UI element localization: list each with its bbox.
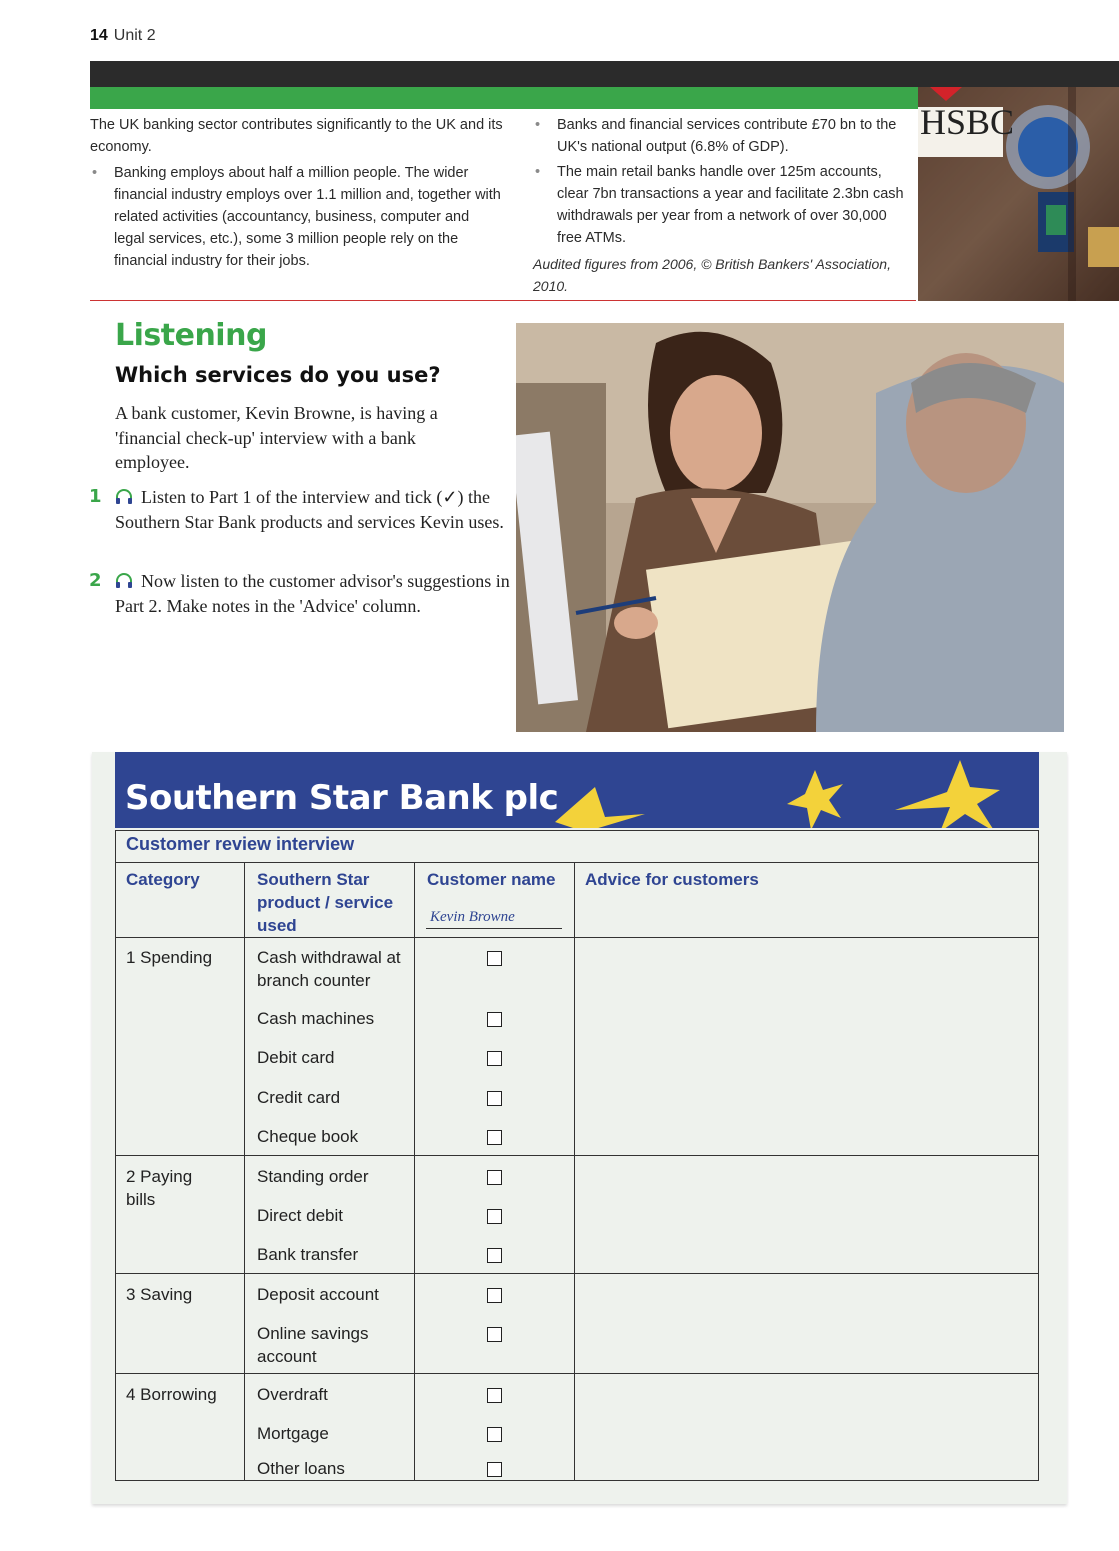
header-product: Southern Star product / service used — [257, 870, 394, 935]
category-borrowing: 4 Borrowing — [126, 1385, 217, 1404]
product-item: Cash withdrawal at branch counter — [257, 948, 401, 990]
table-line — [115, 1480, 1039, 1481]
intro-right-column — [533, 114, 911, 297]
intro-bullet: • Banks and financial services contribute £70 bn to the UK's national output (6.8% of GDP). — [533, 114, 911, 158]
product-item: Cash machines — [257, 1009, 375, 1028]
tick-checkbox[interactable] — [487, 1051, 502, 1066]
product-item: Credit card — [257, 1088, 341, 1107]
task-number: 2 — [89, 570, 102, 591]
category-label: 2 Paying bills — [126, 1167, 193, 1209]
table-line — [115, 830, 116, 1481]
tick-checkbox[interactable] — [487, 1388, 502, 1403]
advice-notes-borrowing[interactable] — [576, 1375, 1036, 1478]
header-category: Category — [126, 870, 200, 889]
tick-checkbox[interactable] — [487, 1427, 502, 1442]
advice-notes-spending[interactable] — [576, 939, 1036, 1153]
task-number: 1 — [89, 486, 102, 507]
product-item: Overdraft — [257, 1385, 328, 1404]
intro-bullet: • The main retail banks handle over 125m accounts, clear 7bn transactions a year and facilitate 2.3bn cash withdrawals per year from a network of over 30,000 free ATMs. — [533, 161, 911, 249]
table-line — [574, 862, 575, 1481]
name-underline — [426, 928, 562, 929]
page-number: 14 — [90, 27, 108, 44]
tick-checkbox[interactable] — [487, 1130, 502, 1145]
table-line — [115, 1155, 1039, 1156]
tick-checkbox[interactable] — [487, 1288, 502, 1303]
table-line — [115, 862, 1039, 863]
product-item: Deposit account — [257, 1285, 379, 1304]
advice-notes-paying-bills[interactable] — [576, 1157, 1036, 1271]
product-item: Direct debit — [257, 1206, 343, 1225]
header-advice: Advice for customers — [585, 870, 759, 889]
intro-left-column — [90, 114, 508, 272]
product-item: Other loans — [257, 1459, 345, 1478]
intro-lead: The UK banking sector contributes significantly to the UK and its economy. — [90, 117, 503, 155]
intro-source: Audited figures from 2006, © British Bankers' Association, 2010. — [533, 256, 891, 294]
page-header — [90, 27, 156, 45]
advice-notes-saving[interactable] — [576, 1275, 1036, 1371]
listening-intro: A bank customer, Kevin Browne, is having a 'financial check-up' interview with a bank employee. — [115, 403, 438, 472]
table-line — [115, 830, 1039, 831]
category-paying-bills — [126, 1165, 226, 1211]
listening-subtitle: Which services do you use? — [115, 363, 441, 387]
product-item: Online savings account — [257, 1324, 369, 1366]
headphones-icon — [115, 487, 133, 503]
task-2 — [115, 569, 510, 618]
task-1 — [115, 485, 507, 534]
table-line — [115, 937, 1039, 938]
bank-name: Southern Star Bank plc — [125, 778, 559, 818]
table-line — [1038, 830, 1039, 1481]
product-item: Standing order — [257, 1167, 369, 1186]
tick-checkbox[interactable] — [487, 1170, 502, 1185]
product-item: Mortgage — [257, 1424, 329, 1443]
bank-advisor-photo — [516, 323, 1064, 732]
tick-checkbox[interactable] — [487, 1462, 502, 1477]
category-saving: 3 Saving — [126, 1285, 193, 1304]
listening-title: Listening — [115, 318, 267, 353]
unit-label: Unit 2 — [113, 27, 156, 44]
table-line — [115, 1373, 1039, 1374]
hsbc-photo — [918, 87, 1119, 301]
header-customer-name: Customer name — [427, 870, 556, 889]
tick-checkbox[interactable] — [487, 1327, 502, 1342]
hsbc-sign: HSBC — [920, 102, 1015, 142]
task-text: Now listen to the customer advisor's suggestions in Part 2. Make notes in the 'Advice' column. — [115, 571, 510, 616]
product-item: Debit card — [257, 1048, 335, 1067]
customer-name-value: Kevin Browne — [430, 909, 515, 925]
table-line — [414, 862, 415, 1481]
product-item: Bank transfer — [257, 1245, 359, 1264]
product-item: Cheque book — [257, 1127, 359, 1146]
tick-checkbox[interactable] — [487, 1209, 502, 1224]
header-band — [90, 61, 1119, 87]
table-line — [115, 1273, 1039, 1274]
tick-checkbox[interactable] — [487, 1091, 502, 1106]
green-band — [90, 87, 918, 109]
task-text: Listen to Part 1 of the interview and tick (✓) the Southern Star Bank products and services Kevin uses. — [115, 487, 504, 532]
form-subtitle: Customer review interview — [126, 834, 355, 854]
tick-checkbox[interactable] — [487, 1012, 502, 1027]
table-line — [244, 862, 245, 1481]
headphones-icon — [115, 571, 133, 587]
tick-checkbox[interactable] — [487, 1248, 502, 1263]
intro-bullet: • Banking employs about half a million people. The wider financial industry employs over 1.1 million and, together with related activities (accountancy, business, computer and legal services, etc.), some 3 million people rely on the financial industry for their jobs. — [90, 162, 508, 272]
tick-checkbox[interactable] — [487, 951, 502, 966]
category-spending: 1 Spending — [126, 948, 213, 967]
divider — [90, 300, 916, 301]
